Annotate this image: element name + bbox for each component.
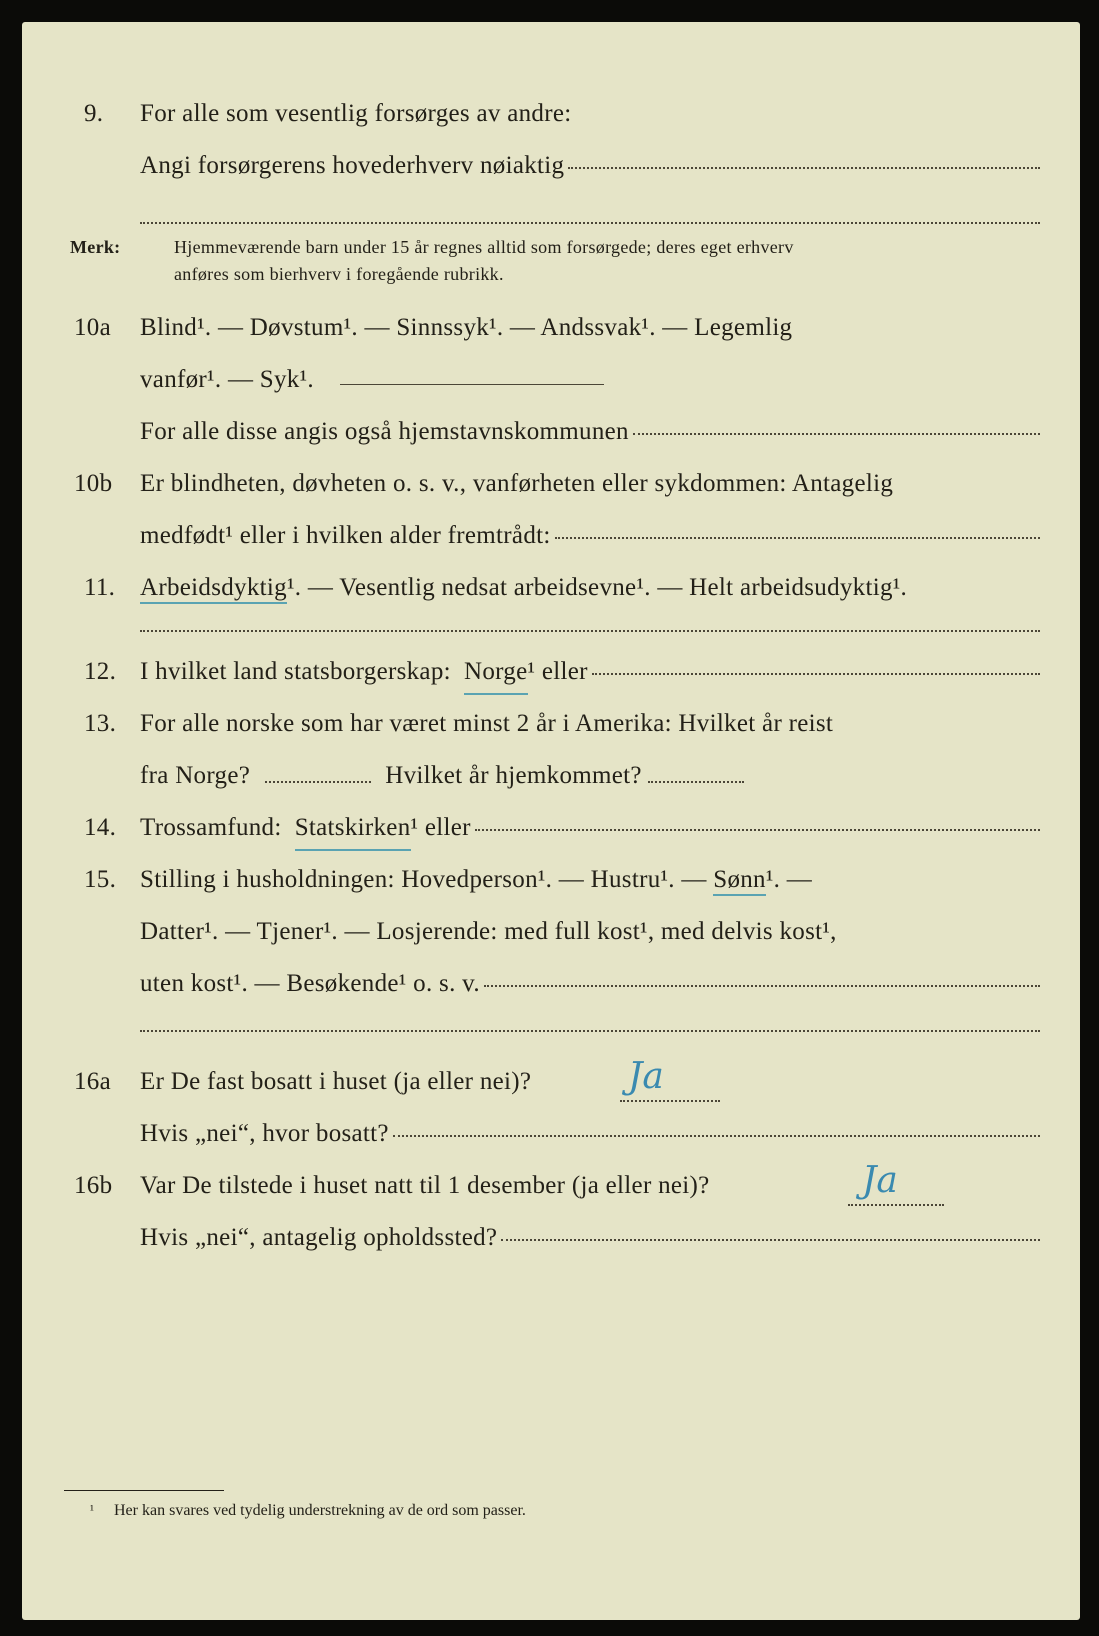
question-16a-line2 <box>22 1114 1080 1154</box>
question-16a <box>22 1062 1080 1102</box>
question-10a-line3 <box>22 412 1080 452</box>
underlined-answer: Arbeidsdyktig <box>140 574 287 604</box>
question-text: Hvis „nei“, antagelig opholdssted? <box>140 1224 498 1251</box>
answer-field[interactable] <box>501 1239 1040 1241</box>
question-number: 16b <box>74 1172 113 1199</box>
question-number: 9. <box>84 100 104 127</box>
footnote-divider <box>64 1490 224 1491</box>
question-text: Er blindheten, døvheten o. s. v., vanførheten eller sykdommen: Antagelig <box>140 470 894 497</box>
question-number: 15. <box>84 866 117 893</box>
answer-field[interactable] <box>140 1030 1040 1032</box>
question-16b-line2 <box>22 1218 1080 1258</box>
answer-field[interactable] <box>592 673 1040 675</box>
footnote-mark: ¹ <box>90 1502 94 1517</box>
question-text: For alle disse angis også hjemstavnskommunen <box>140 418 629 445</box>
question-text: Blind¹. — Døvstum¹. — Sinnssyk¹. — Andssvak¹. — Legemlig <box>140 314 793 341</box>
question-12 <box>22 652 1080 692</box>
question-text: Er De fast bosatt i huset (ja eller nei)? <box>140 1068 532 1095</box>
question-number: 14. <box>84 814 117 841</box>
question-14 <box>22 808 1080 848</box>
form-page <box>22 22 1080 1620</box>
question-text: Stilling i husholdningen: Hovedperson¹. — Hustru¹. — <box>140 866 707 893</box>
question-text: Hvilket år hjemkommet? <box>385 762 642 789</box>
question-text: ¹. — <box>765 866 813 893</box>
answer-field[interactable] <box>620 1100 720 1102</box>
answer-field[interactable] <box>265 781 371 783</box>
handwritten-answer: Ja <box>628 1056 664 1097</box>
question-9-line2 <box>22 146 1080 186</box>
note-merk-line2 <box>22 261 1080 287</box>
question-text: vanfør¹. — Syk¹. <box>140 366 314 393</box>
question-number: 13. <box>84 710 117 737</box>
question-number: 16a <box>74 1068 111 1095</box>
question-text: ¹. — Vesentlig nedsat arbeidsevne¹. — Helt arbeidsudyktig¹. <box>286 574 908 601</box>
question-text: Trossamfund: <box>140 814 282 841</box>
question-text: Var De tilstede i huset natt til 1 desember (ja eller nei)? <box>140 1172 710 1199</box>
answer-field[interactable] <box>475 829 1040 831</box>
underlined-answer: Statskirken <box>295 808 411 851</box>
question-10b-line2 <box>22 516 1080 556</box>
answer-field[interactable] <box>555 537 1040 539</box>
note-text: Hjemmeværende barn under 15 år regnes alltid som forsørgede; deres eget erhverv <box>174 237 794 257</box>
note-merk <box>22 234 1080 260</box>
question-text: Hvis „nei“, hvor bosatt? <box>140 1120 389 1147</box>
answer-field[interactable] <box>848 1204 944 1206</box>
handwritten-answer: Ja <box>862 1160 898 1201</box>
question-text: I hvilket land statsborgerskap: <box>140 658 451 685</box>
answer-field[interactable] <box>648 781 744 783</box>
answer-field[interactable] <box>140 630 1040 632</box>
underlined-answer: Norge <box>464 652 528 695</box>
question-text: ¹ eller <box>410 814 471 841</box>
question-text: fra Norge? <box>140 762 251 789</box>
answer-field[interactable] <box>633 433 1040 435</box>
question-text: For alle som vesentlig forsørges av andre: <box>140 100 572 127</box>
question-text: Datter¹. — Tjener¹. — Losjerende: med full kost¹, med delvis kost¹, <box>140 918 837 945</box>
note-label: Merk: <box>70 237 121 257</box>
answer-field[interactable] <box>140 222 1040 224</box>
question-text: Angi forsørgerens hovederhverv nøiaktig <box>140 152 565 179</box>
answer-field[interactable] <box>568 167 1040 169</box>
question-number: 11. <box>84 574 116 601</box>
question-number: 10a <box>74 314 111 341</box>
question-text: For alle norske som har været minst 2 år i Amerika: Hvilket år reist <box>140 710 834 737</box>
question-text: medfødt¹ eller i hvilken alder fremtrådt: <box>140 522 551 549</box>
question-16b <box>22 1166 1080 1206</box>
question-text: uten kost¹. — Besøkende¹ o. s. v. <box>140 970 480 997</box>
footnote-text: Her kan svares ved tydelig understrekning av de ord som passer. <box>114 1502 526 1519</box>
question-number: 10b <box>74 470 113 497</box>
answer-field[interactable] <box>340 384 604 385</box>
answer-field[interactable] <box>393 1135 1040 1137</box>
answer-row <box>140 146 1040 186</box>
question-15-line3 <box>22 964 1080 1004</box>
question-text: ¹ eller <box>527 658 588 685</box>
note-text: anføres som bierhverv i foregående rubrikk. <box>174 264 504 284</box>
question-number: 12. <box>84 658 117 685</box>
underlined-answer: Sønn <box>713 866 766 896</box>
answer-field[interactable] <box>484 985 1040 987</box>
